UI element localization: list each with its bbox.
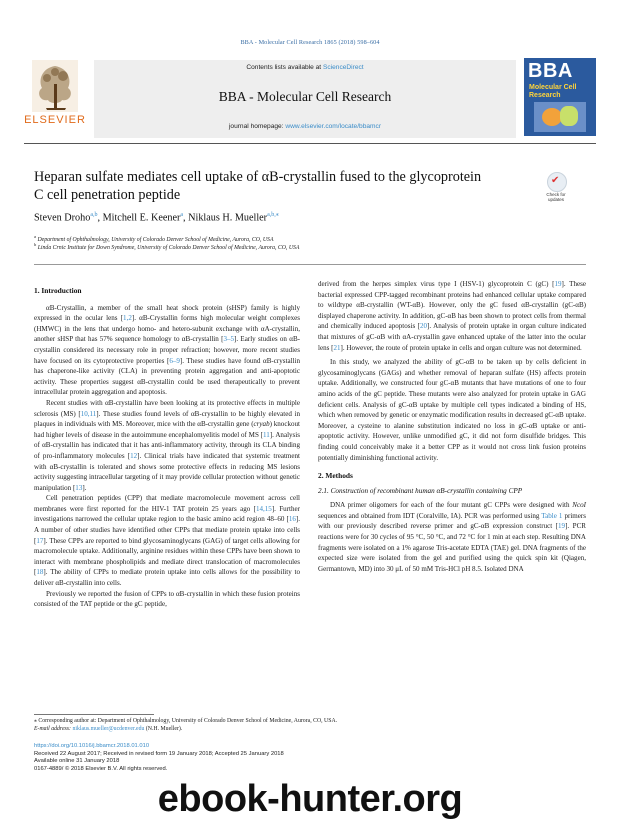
affiliation-text: Linda Crnic Institute for Down Syndrome, University of Colorado Denver School of Medicine, Aurora, CO, USA (37, 244, 300, 251)
citation-link[interactable]: 13 (75, 483, 83, 492)
email-line: E-mail address: niklaus.mueller@ucdenver.edu (N.H. Mueller). (34, 726, 183, 732)
contents-prefix: Contents lists available at (246, 64, 323, 71)
citation-link[interactable]: 10,11 (80, 409, 97, 418)
copyright: 0167-4889/ © 2018 Elsevier B.V. All rights reserved. (34, 765, 168, 772)
header-rule (34, 264, 586, 265)
citation-link[interactable]: 17 (36, 536, 44, 545)
gene-name: cryab (253, 420, 270, 429)
subsection-heading: 2.1. Construction of recombinant human αB-crystallin containing CPP (318, 486, 523, 495)
journal-cover[interactable] (524, 58, 596, 136)
cover-subtitle: Molecular Cell Research (529, 84, 577, 99)
masthead-rule (24, 143, 596, 144)
citation-link[interactable]: 19 (554, 280, 562, 288)
citation-link[interactable]: 11 (263, 430, 270, 439)
running-head: BBA - Molecular Cell Research 1865 (2018) 598–604 (240, 39, 380, 46)
received-dates: Received 22 August 2017; Received in revised form 19 January 2018; Accepted 25 January 2018 (34, 750, 284, 757)
check-for-updates-badge[interactable] (541, 172, 571, 204)
footnote (34, 717, 586, 733)
paragraph: αB-Crystallin, a member of the small heat shock protein (sHSP) family is highly expressed in the ocular lens [1,2]. αB-Crystallin forms high molecular weight complexes (HMWC) in the lens that undergo homo- and hetero-subunit exchange with αA-crystallin, another sHSP that has 57% sequence homology to αB-crystallin [3–5]. Early studies on αB-crystallin considered its necessary role in proper refraction; however, more recent studies have focused on its cytoprotective properties [6–9]. These studies have found αB-crystallin has chaperone-like activity (CLA) in preventing protein aggregation and anti-apoptotic activity. These properties suggest αB-crystallin could be used therapeutically to prevent intracellular protein aggregation and apoptosis. (34, 303, 300, 397)
bookmark-icon: ✔ (551, 175, 560, 186)
journal-name: BBA - Molecular Cell Research (218, 89, 392, 104)
citation-link[interactable]: 12 (130, 451, 138, 460)
citation-link[interactable]: 16 (288, 515, 296, 524)
contents-line (94, 64, 516, 71)
citation-link[interactable]: 18 (36, 568, 44, 577)
homepage-prefix: journal homepage: (228, 123, 286, 130)
paragraph: In this study, we analyzed the ability of gC-αB to be taken up by cells deficient in glycosaminoglycans (GAGs) and whether removal of heparan sulfate (HS) affects protein uptake. Additionally, we constructed four gC-αB mutants that have mutations of one to four amino acids of the gC peptide. These mutants were also analyzed for protein uptake in GAG deficient cells. Analysis of gC-αB uptake by multiple cell types indicated a binding of HS, which when removed by genetic or enzymatic modification results in decreased gC-αB uptake. Moreover, a cysteine to alanine substitution indicated no loss in gC-αB uptake or anti-apoptotic activity. However, unlike unmodified gC, it did not form disulfide bridges. This finding could conceivably make it a better CPP as it would not cross link fusion proteins potentially diminishing functional activity. (318, 358, 586, 462)
journal-homepage-line (94, 123, 516, 130)
email-link[interactable]: niklaus.mueller@ucdenver.edu (72, 726, 145, 732)
check-updates-label: Check for updates (546, 192, 566, 202)
author-affiliation-mark[interactable]: a (180, 212, 184, 218)
homepage-link[interactable]: www.elsevier.com/locate/bbamcr (285, 123, 382, 130)
cover-artwork-blob (560, 106, 578, 126)
publisher-wordmark: ELSEVIER (24, 114, 86, 126)
author-affiliation-mark[interactable]: a,b (90, 212, 98, 218)
affiliation-text: Department of Ophthalmology, University of Colorado Denver School of Medicine, Aurora, CO, USA (37, 236, 274, 243)
article-title: Heparan sulfate mediates cell uptake of αB-crystallin fused to the glycoprotein C cell penetration peptide (34, 169, 482, 203)
paragraph: derived from the herpes simplex virus type I (HSV-1) glycoprotein C (gC) [19]. These bacterial expressed CPP-tagged recombinant proteins had enhanced cellular uptake compared to wildtype αB-crystallin (WT-αB). However, only the gC fused αB-crystallin (gC-αB) displayed chaperone activity. In addition, gC-αB has been shown to protect cells from thermal and chemically induced apoptosis [20]. Analysis of protein uptake in organ culture indicated that mixtures of gC-αB with αA-crystallin gave enhanced uptake of the latter into the ocular lens [21]. However, the route of protein uptake in cells and organ culture was not determined. (318, 280, 587, 352)
author-name[interactable]: Steven Droho (34, 212, 91, 224)
cover-artwork-blob (542, 108, 562, 126)
paragraph: DNA primer oligomers for each of the four mutant gC CPPs were designed with NcoI sequences and obtained from IDT (Coralville, IA). PCR was performed using Table 1 primers with our previously described reverse primer and gC-αB expression construct [19]. PCR reactions were for 30 cycles of 95 °C, 50 °C, and 72 °C for 1 min at each step. Resulting DNA fragments were isolated on a 1% agarose Tris-acetate EDTA (TAE) gel. DNA fragments of the expected size were isolated from the gel and purified using the quick spin kit (Qiagen, Germantown, MD) into 30 μL of 50 mM Tris-HCl pH 8.5. Isolated DNA (318, 501, 586, 573)
right-column (318, 279, 586, 574)
watermark: ebook-hunter.org (157, 778, 463, 820)
left-column (34, 286, 300, 610)
citation-link[interactable]: 6–9 (169, 356, 180, 365)
citation-link[interactable]: 19 (558, 522, 566, 531)
section-heading: 2. Methods (318, 471, 353, 481)
affiliation-mark: a (34, 234, 36, 239)
table-link[interactable]: Table 1 (541, 511, 563, 520)
journal-masthead (24, 58, 596, 142)
paragraph: Previously we reported the fusion of CPPs to αB-crystallin in which these fusion proteins consisted of the TAT peptide or the gC peptide, (34, 589, 300, 609)
affiliation-mark: b (34, 242, 37, 247)
citation-link[interactable]: 20 (419, 322, 428, 331)
cover-title: BBA (528, 60, 573, 82)
online-date: Available online 31 January 2018 (34, 758, 120, 765)
citation-link[interactable]: 14,15 (255, 504, 272, 513)
enzyme-name: NcoI (572, 501, 586, 510)
citation-link[interactable]: 1,2 (123, 314, 132, 323)
paragraph: Cell penetration peptides (CPP) that mediate macromolecule movement across cell membranes were first reported for the HIV-1 TAT protein 25 years ago [14,15]. Further investigations narrowed the cellular uptake region to the basic amino acid region 48–60 [16]. A number of other studies have identified other CPPs that mediate protein uptake into cells [17]. These CPPs are reported to bind glycosaminoglycans (GAG) of target cells allowing for macromolecule uptake. Additionally, arginine residues within these CPPs have been shown to interact with membrane phospholipids and mediate direct translocation of macromolecules [18]. The ability of CPPs to mediate protein uptake into cells allows for the possibility to deliver αB-crystallin into cells. (34, 494, 300, 588)
paragraph: Recent studies with αB-crystallin have been looking at its protective effects in multiple sclerosis (MS) [10,11]. These studies found levels of αB-crystallin to be highly elevated in plaques in individuals with MS. Moreover, mice with the αB-crystallin gene (cryab) knockout had higher levels of disease in the autoimmune encephalomyelitis model of MS [11]. Analysis of αB-crystallin has indicated that it has anti-inflammatory activity, through its CLA binding of pro-inflammatory molecules [12]. Clinical trials have indicated that systemic treatment with αB-crystallin is tolerated and shows some protective effects in reducing MS lesions activity suggesting intracellular targeting of it may provide cellular protection without genetic manipulation [13]. (34, 398, 300, 492)
author-list: Steven Droho$^{a,b}$, Mitchell E. Keener$^a$, Niklaus H. Mueller$^{a,b,⁎}$ (34, 212, 279, 224)
affiliation (34, 242, 299, 251)
footnote-rule (34, 714, 154, 715)
doi-link[interactable]: https://doi.org/10.1016/j.bbamcr.2018.01.010 (34, 743, 150, 749)
citation-link[interactable]: 3–5 (223, 335, 235, 344)
elsevier-tree-icon (32, 60, 78, 112)
section-heading: 1. Introduction (34, 286, 82, 295)
author-name[interactable]: Mitchell E. Keener (102, 212, 181, 224)
publisher-logo[interactable] (24, 60, 86, 134)
author-name[interactable]: Niklaus H. Mueller (188, 212, 268, 224)
corresponding-author-note: ⁎ Corresponding author at: Department of Ophthalmology, University of Colorado Denver School of Medicine, Aurora, CO, USA. (34, 718, 338, 724)
sciencedirect-link[interactable]: ScienceDirect (322, 64, 364, 71)
author-affiliation-mark[interactable]: a,b,⁎ (267, 212, 279, 218)
article-footer (34, 743, 284, 773)
journal-banner (94, 60, 516, 138)
citation-link[interactable]: 21 (333, 343, 341, 352)
